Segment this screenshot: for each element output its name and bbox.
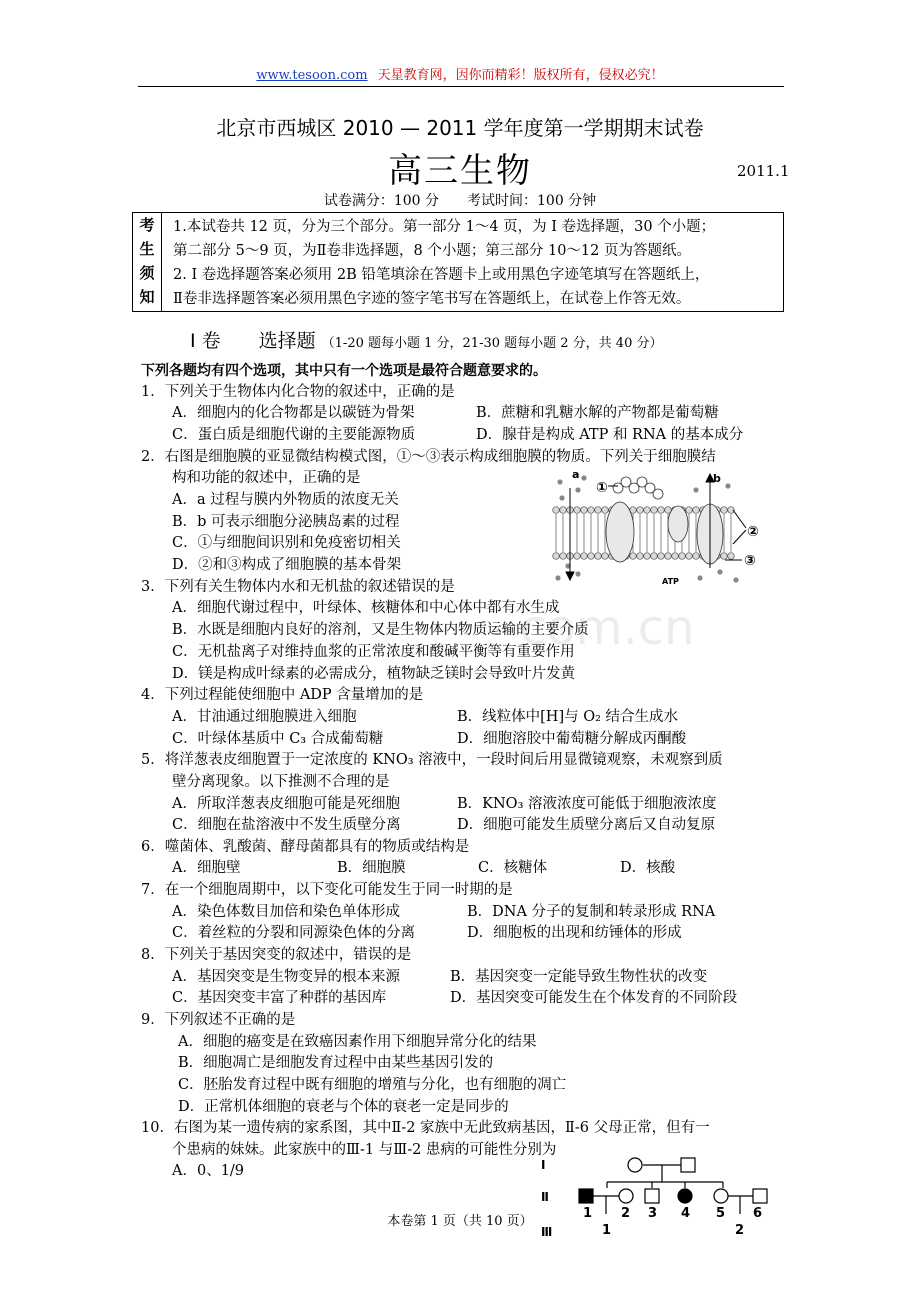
- arrow-a-head: [566, 572, 574, 580]
- glycoprotein-chain: [613, 477, 663, 499]
- site-slogan: 天星教育网，因你而精彩！版权所有，侵权必究！: [377, 68, 664, 83]
- question-stem: 9．下列叙述不正确的是: [141, 1012, 296, 1028]
- notice-line: 2. I 卷选择题答案必须用 2B 铅笔填涂在答题卡上或用黑色字迹笔填写在答题纸上，: [173, 267, 710, 283]
- phospholipid-head: [630, 553, 637, 560]
- option-d: D．细胞可能发生质壁分离后又自动复原: [457, 817, 716, 833]
- gen-label-III: Ⅲ: [541, 1225, 553, 1238]
- instruction: 下列各题均有四个选项，其中只有一个选项是最符合题意要求的。: [141, 363, 547, 379]
- phospholipid-head: [602, 507, 609, 514]
- num-II-1: 1: [583, 1206, 593, 1221]
- phospholipid-head: [581, 553, 588, 560]
- phospholipid-head: [637, 553, 644, 560]
- phospholipid-head: [651, 507, 658, 514]
- option-a: A．细胞内的化合物都是以碳链为骨架: [172, 405, 415, 421]
- option-c: C．叶绿体基质中 C₃ 合成葡萄糖: [172, 731, 384, 747]
- option-c: C．着丝粒的分裂和同源染色体的分离: [172, 925, 416, 941]
- question-stem: 7．在一个细胞周期中，以下变化可能发生于同一时期的是: [141, 882, 513, 898]
- female-II-2: [619, 1189, 633, 1203]
- option-d: D．基因突变可能发生在个体发育的不同阶段: [450, 990, 738, 1006]
- site-header: [0, 64, 920, 83]
- num-II-5: 5: [716, 1206, 726, 1221]
- option-b: B．水既是细胞内良好的溶剂，又是生物体内物质运输的主要介质: [172, 622, 589, 638]
- option-d: D．核酸: [620, 860, 676, 876]
- section-heading: [190, 326, 662, 353]
- pedigree-lines: [593, 1165, 753, 1214]
- male-II-3: [645, 1189, 659, 1203]
- phospholipid-head: [644, 553, 651, 560]
- num-II-3: 3: [648, 1206, 658, 1221]
- phospholipid-head: [686, 553, 693, 560]
- option-a: A．甘油通过细胞膜进入细胞: [172, 709, 357, 725]
- male-II-6: [753, 1189, 767, 1203]
- phospholipid-head: [588, 507, 595, 514]
- option-c: C．①与细胞间识别和免疫密切相关: [172, 535, 401, 551]
- option-d: D．正常机体细胞的衰老与个体的衰老一定是同步的: [178, 1099, 509, 1115]
- gen-label-I: I: [541, 1158, 546, 1172]
- female-II-5: [714, 1189, 728, 1203]
- option-c: C．细胞在盐溶液中不发生质壁分离: [172, 817, 401, 833]
- cell-membrane-figure: [550, 468, 775, 590]
- phospholipid-head: [651, 553, 658, 560]
- phospholipid-head: [595, 553, 602, 560]
- label-b: b: [713, 472, 721, 485]
- phospholipid-head: [574, 553, 581, 560]
- phospholipid-head: [553, 507, 560, 514]
- notice-line: 第二部分 5～9 页，为Ⅱ卷非选择题，8 个小题；第三部分 10～12 页为答题纸。: [173, 243, 691, 259]
- label-2: ②: [747, 524, 759, 540]
- question-stem: 6．噬菌体、乳酸菌、酵母菌都具有的物质或结构是: [141, 839, 470, 855]
- section-note: （1-20 题每小题 1 分，21-30 题每小题 2 分，共 40 分）: [321, 336, 663, 351]
- notice-line: Ⅱ卷非选择题答案必须用黑色字迹的签字笔书写在答题纸上，在试卷上作答无效。: [173, 291, 691, 307]
- question-stem: 3．下列有关生物体内水和无机盐的叙述错误的是: [141, 579, 455, 595]
- page-footer: 本卷第 1 页（共 10 页）: [387, 1214, 533, 1229]
- phospholipid-head: [595, 507, 602, 514]
- option-d: D．镁是构成叶绿素的必需成分，植物缺乏镁时会导致叶片发黄: [172, 666, 576, 682]
- question-stem: 5．将洋葱表皮细胞置于一定浓度的 KNO₃ 溶液中，一段时间后用显微镜观察，未观察到质: [141, 752, 723, 768]
- phospholipid-head: [672, 553, 679, 560]
- notice-body: [173, 215, 779, 311]
- option-b: B．KNO₃ 溶液浓度可能低于细胞液浓度: [457, 796, 717, 812]
- num-III-2: 2: [735, 1223, 745, 1238]
- exam-date: 2011.1: [737, 162, 790, 180]
- affected-female-II-4: [678, 1189, 692, 1203]
- solute-molecule: [575, 571, 580, 576]
- pointer-2: [733, 510, 746, 528]
- phospholipid-head: [658, 507, 665, 514]
- phospholipid-head: [637, 507, 644, 514]
- membrane-protein: [606, 502, 723, 564]
- option-b: B．DNA 分子的复制和转录形成 RNA: [467, 904, 716, 920]
- question-stem-cont: 个患病的妹妹。此家族中的Ⅲ-1 与Ⅲ-2 患病的可能性分别为: [172, 1142, 557, 1158]
- label-3: ③: [744, 553, 756, 569]
- option-c: C．核糖体: [478, 860, 548, 876]
- question-stem-cont: 构和功能的叙述中，正确的是: [172, 470, 361, 486]
- phospholipid-head: [553, 553, 560, 560]
- subject-title: 高三生物: [388, 151, 532, 191]
- phospholipid-head: [728, 553, 735, 560]
- num-II-6: 6: [753, 1206, 763, 1221]
- phospholipid-head: [581, 507, 588, 514]
- option-a: A．基因突变是生物变异的根本来源: [172, 969, 400, 985]
- label-1: ①: [596, 480, 608, 496]
- phospholipid-head: [679, 553, 686, 560]
- option-b: B．细胞凋亡是细胞发育过程中由某些基因引发的: [178, 1055, 494, 1071]
- male-I-2: [681, 1158, 695, 1172]
- option-a: A．0、1/9: [172, 1163, 245, 1179]
- affected-male-II-1: [579, 1189, 593, 1203]
- option-c: C．胚胎发育过程中既有细胞的增殖与分化，也有细胞的凋亡: [178, 1077, 567, 1093]
- phospholipid-head: [574, 507, 581, 514]
- solute-molecule: [725, 483, 730, 488]
- site-link[interactable]: www.tesoon.com: [256, 68, 368, 83]
- option-b: B．细胞膜: [337, 860, 406, 876]
- phospholipid-head: [665, 553, 672, 560]
- question-stem: 2．右图是细胞膜的亚显微结构模式图，①～③表示构成细胞膜的物质。下列关于细胞膜结: [141, 449, 716, 465]
- gen-label-II: Ⅱ: [541, 1190, 549, 1204]
- phospholipid-head: [644, 507, 651, 514]
- exam-title: 北京市西城区 2010 — 2011 学年度第一学期期末试卷: [216, 116, 704, 140]
- label-atp: ATP: [662, 577, 679, 586]
- phospholipid-head: [693, 507, 700, 514]
- notice-line: 1.本试卷共 12 页，分为三个部分。第一部分 1～4 页，为 I 卷选择题，30 个小题；: [173, 219, 716, 235]
- phospholipid-head: [658, 553, 665, 560]
- exam-meta: 试卷满分：100 分 考试时间：100 分钟: [323, 193, 597, 209]
- section-title: I 卷 选择题: [190, 330, 316, 352]
- phospholipid-head: [560, 553, 567, 560]
- option-b: B．线粒体中[H]与 O₂ 结合生成水: [457, 709, 679, 725]
- num-II-2: 2: [621, 1206, 631, 1221]
- option-b: B．b 可表示细胞分泌胰岛素的过程: [172, 514, 400, 530]
- solute-molecule: [555, 575, 560, 580]
- option-c: C．基因突变丰富了种群的基因库: [172, 990, 387, 1006]
- option-a: A．a 过程与膜内外物质的浓度无关: [172, 492, 399, 508]
- phospholipid-head: [602, 553, 609, 560]
- solute-molecule: [581, 475, 586, 480]
- option-c: C．蛋白质是细胞代谢的主要能源物质: [172, 427, 416, 443]
- pointer-2b: [733, 530, 746, 544]
- solute-molecule: [697, 575, 702, 580]
- phospholipid-head: [560, 507, 567, 514]
- option-d: D．细胞板的出现和纺锤体的形成: [467, 925, 682, 941]
- phospholipid-head: [721, 507, 728, 514]
- solute-molecule: [559, 495, 564, 500]
- solute-molecule: [693, 487, 698, 492]
- solute-molecule: [733, 577, 738, 582]
- phospholipid-head: [721, 553, 728, 560]
- question-stem: 10．右图为某一遗传病的家系图，其中Ⅱ-2 家族中无此致病基因，Ⅱ-6 父母正常，但有一: [141, 1120, 710, 1136]
- label-a: a: [572, 468, 580, 481]
- option-a: A．细胞壁: [172, 860, 241, 876]
- option-a: A．所取洋葱表皮细胞可能是死细胞: [172, 796, 400, 812]
- female-I-1: [628, 1158, 642, 1172]
- question-stem: 1．下列关于生物体内化合物的叙述中，正确的是: [141, 384, 455, 400]
- phospholipid-head: [686, 507, 693, 514]
- question-stem: 4．下列过程能使细胞中 ADP 含量增加的是: [141, 687, 424, 703]
- question-stem-cont: 壁分离现象。以下推测不合理的是: [172, 774, 390, 790]
- candidate-notice: [132, 212, 784, 312]
- solute-molecule: [717, 569, 722, 574]
- solute-molecule: [557, 479, 562, 484]
- notice-label: 考 生 须 知: [133, 213, 162, 311]
- num-II-4: 4: [681, 1206, 691, 1221]
- solute-molecule: [575, 487, 580, 492]
- option-a: A．细胞代谢过程中，叶绿体、核糖体和中心体中都有水生成: [172, 600, 560, 616]
- option-d: D．腺苷是构成 ATP 和 RNA 的基本成分: [476, 427, 744, 443]
- phospholipid-head: [588, 553, 595, 560]
- option-c: C．无机盐离子对维持血浆的正常浓度和酸碱平衡等有重要作用: [172, 644, 575, 660]
- option-d: D．②和③构成了细胞膜的基本骨架: [172, 557, 402, 573]
- header-divider: [138, 86, 784, 87]
- option-a: A．细胞的癌变是在致癌因素作用下细胞异常分化的结果: [178, 1034, 537, 1050]
- question-stem: 8．下列关于基因突变的叙述中，错误的是: [141, 947, 412, 963]
- phospholipid-head: [693, 553, 700, 560]
- option-b: B．基因突变一定能导致生物性状的改变: [450, 969, 708, 985]
- watermark: com.cn: [520, 600, 695, 656]
- option-a: A．染色体数目加倍和染色单体形成: [172, 904, 400, 920]
- num-III-1: 1: [602, 1223, 612, 1238]
- option-b: B．蔗糖和乳糖水解的产物都是葡萄糖: [476, 405, 719, 421]
- option-d: D．细胞溶胶中葡萄糖分解成丙酮酸: [457, 731, 687, 747]
